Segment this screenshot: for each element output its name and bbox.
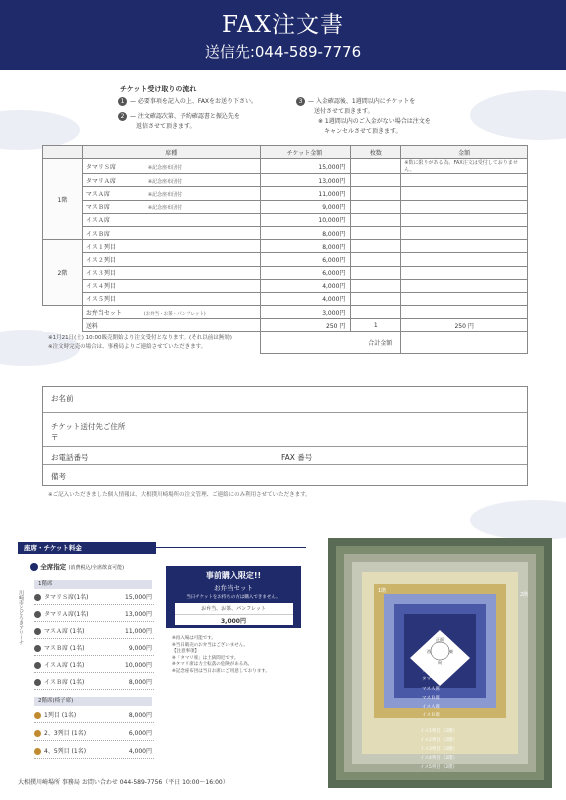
table-header-row <box>43 146 528 159</box>
total-label: 合計金額 <box>260 332 401 354</box>
circle-icon <box>30 563 38 571</box>
table-row <box>43 240 528 253</box>
amount-note: ※数に限りがある為、FAX注文は受付しておりません。 <box>401 159 528 174</box>
qty-field[interactable] <box>351 253 401 266</box>
name-row[interactable] <box>43 387 527 413</box>
all-seat-note: (消費税込/全席飲食可能) <box>68 565 125 571</box>
floor-2-label: 2階 <box>43 240 83 306</box>
step-number: 3 <box>296 97 305 106</box>
header-banner <box>0 0 566 70</box>
seat-cell: イス４列目 <box>82 279 260 292</box>
qty-field[interactable] <box>351 279 401 292</box>
table-row <box>43 319 528 332</box>
seating-map <box>328 538 552 788</box>
price-cell: 3,000円 <box>260 306 351 319</box>
flow-step-3: 3 — 入金確認後、1週間以内にチケットを 送付させて頂きます。 ※ 1週間以内のご入金がない場合は注文を キャンセルさせて頂きます。 <box>296 97 431 137</box>
price-cell: 15,000円 <box>260 159 351 174</box>
header-floor <box>43 146 83 159</box>
bento-note: 当日チケットをお持ちの方は購入できません。 <box>186 595 281 600</box>
qty-field[interactable] <box>351 240 401 253</box>
price-cell: 8,000円 <box>260 240 351 253</box>
order-note: ※注文時完売の場合は、事務局よりご連絡させていただきます。 <box>48 344 207 350</box>
flow-step-1: 1 — 必要事項を記入の上、FAXをお送り下さい。 <box>118 97 257 107</box>
footer-contact: 大相撲川崎場所 事務局 お問い合わせ 044-589-7756（平日 10:00〜16:00） <box>18 779 229 786</box>
seat-cell: マスＡ席 ※記念座布団付 <box>82 187 260 200</box>
step-text: 送付させて頂きます。 <box>314 108 374 115</box>
map-label-floor1: 1階 <box>378 588 387 594</box>
price-cell: 11,000円 <box>260 187 351 200</box>
seat-cell: イスＢ席 <box>82 226 260 239</box>
price-cell: 4,000円 <box>260 279 351 292</box>
map-label-floor2: 2階 <box>520 592 529 598</box>
amount-field[interactable] <box>401 213 528 226</box>
qty-cell: 1 <box>351 319 401 332</box>
seat-cell: イス３列目 <box>82 266 260 279</box>
seat-cell: イス５列目 <box>82 292 260 305</box>
address-label: チケット送付先ご住所 <box>51 422 126 431</box>
header-amount: 金額 <box>401 146 528 159</box>
map-row-label: イス5列目（2階） <box>420 765 458 770</box>
amount-field[interactable] <box>401 240 528 253</box>
table-row <box>43 253 528 266</box>
map-row-label: マスＡ席 <box>422 687 440 692</box>
price-row: イスＡ席 (1名) 10,000円 <box>34 658 154 673</box>
bento-detail <box>175 603 293 625</box>
map-label-back: 向 <box>438 660 442 665</box>
empty-cell <box>43 319 83 332</box>
flow-note: ※ 1週間以内のご入金がない場合は注文を <box>318 118 431 125</box>
seat-cell: イス２列目 <box>82 253 260 266</box>
table-row <box>43 226 528 239</box>
remarks-label: 備考 <box>51 472 66 481</box>
step-text: 入金確認後、1週間以内にチケットを <box>315 98 416 105</box>
section-title: 座席・チケット料金 <box>18 542 156 554</box>
bento-promo <box>166 566 301 628</box>
table-row <box>43 306 528 319</box>
seat-cell: お弁当セット (お弁当・お茶・パンフレット) <box>82 306 260 319</box>
step-number: 1 <box>118 97 127 106</box>
qty-field[interactable] <box>351 174 401 187</box>
fax-number: 送信先:044-589-7776 <box>204 43 362 61</box>
remarks-list <box>172 636 308 675</box>
map-label-east: 東 <box>449 649 453 654</box>
decor-wave <box>470 500 566 540</box>
price-row: タマリＳ席(1名) 15,000円 <box>34 590 154 605</box>
amount-field[interactable] <box>401 279 528 292</box>
step-text: 注文確認次第、予約確認書と振込先を <box>137 113 240 120</box>
seat-cell: タマリＡ席 ※記念座布団付 <box>82 174 260 187</box>
amount-field[interactable] <box>401 266 528 279</box>
all-seat-label: 全席指定 <box>40 563 67 571</box>
qty-field[interactable] <box>351 213 401 226</box>
table-row <box>43 187 528 200</box>
seat-cell: イス１列目 <box>82 240 260 253</box>
header-seat: 席種 <box>82 146 260 159</box>
qty-field[interactable] <box>351 266 401 279</box>
price-cell: 4,000円 <box>260 292 351 305</box>
decor-wave <box>0 110 80 150</box>
remark-line: ※タマリ席は力士転落の危険がある為、 <box>172 662 253 667</box>
bento-title: 事前購入限定!! <box>205 571 262 580</box>
bento-price: 3,000円 <box>175 614 293 625</box>
map-row-label: タマリＡ席 <box>422 677 445 682</box>
amount-field[interactable] <box>401 174 528 187</box>
venue-label: 川崎市とどろきアリーナ <box>18 590 24 645</box>
privacy-note: ※ご記入いただきました個人情報は、大相撲川崎場所の注文管理、ご連絡にのみ利用させていただきます。 <box>48 492 311 498</box>
amount-field[interactable] <box>401 200 528 213</box>
map-row-label: イス3列目（2階） <box>420 747 458 752</box>
table-row <box>43 213 528 226</box>
seat-cell: マスＢ席 ※記念座布団付 <box>82 200 260 213</box>
phone-row[interactable] <box>43 447 527 465</box>
qty-field[interactable] <box>351 200 401 213</box>
seat-cell: 送料 <box>82 319 260 332</box>
map-row-label: タマリＳ席 <box>422 669 445 674</box>
price-row: イスＢ席 (1名) 8,000円 <box>34 675 154 690</box>
table-row <box>43 159 528 174</box>
map-label-front: 正面 <box>436 637 444 642</box>
seat-cell: タマリＳ席 ※記念座布団付 <box>82 159 260 174</box>
order-table <box>42 145 528 354</box>
floor-1-label: 1階 <box>43 159 83 240</box>
step-text: 返信させて頂きます。 <box>136 123 196 130</box>
remark-line: 【注意事項】 <box>172 649 199 654</box>
amount-field[interactable] <box>401 253 528 266</box>
remark-line: ※再入場は可能です。 <box>172 636 216 641</box>
amount-field[interactable] <box>401 292 528 305</box>
map-row-label: イス1列目（2階） <box>420 729 458 734</box>
flow-title: チケット受け取りの流れ <box>120 85 197 93</box>
total-field[interactable] <box>401 332 528 354</box>
bento-subtitle: お弁当セット <box>214 584 253 592</box>
price-cell: 13,000円 <box>260 174 351 187</box>
page-title: FAX注文書 <box>222 12 344 38</box>
decor-wave <box>470 90 566 140</box>
remark-line: ※「タマリ席」は土俵間近です。 <box>172 655 239 661</box>
header-qty: 枚数 <box>351 146 401 159</box>
price-row: タマリＡ席(1名) 13,000円 <box>34 607 154 622</box>
phone-label: お電話番号 <box>51 453 89 462</box>
empty-cell <box>43 306 83 319</box>
postal-mark: 〒 <box>51 433 59 442</box>
qty-field[interactable] <box>351 226 401 239</box>
order-notes <box>48 334 232 352</box>
remarks-row[interactable] <box>43 465 527 486</box>
qty-field[interactable] <box>351 306 401 319</box>
step-text: 必要事項を記入の上、FAXをお送り下さい。 <box>137 98 258 105</box>
table-row <box>43 279 528 292</box>
amount-cell: 250 円 <box>401 319 528 332</box>
header-price: チケット金額 <box>260 146 351 159</box>
amount-field[interactable] <box>401 226 528 239</box>
price-cell: 9,000円 <box>260 200 351 213</box>
table-row <box>43 174 528 187</box>
all-seat-title <box>30 562 124 571</box>
table-row <box>43 200 528 213</box>
section-divider <box>156 547 306 548</box>
floor-2-bar: 2階席(椅子席) <box>34 697 152 706</box>
qty-field[interactable] <box>351 292 401 305</box>
name-label: お名前 <box>51 394 74 403</box>
seat-cell: イスＡ席 <box>82 213 260 226</box>
map-row-label: イス2列目（2階） <box>420 738 458 743</box>
step-number: 2 <box>118 112 127 121</box>
floor-1-bar: 1階席 <box>34 580 152 589</box>
flow-step-2: 2 — 注文確認次第、予約確認書と振込先を 返信させて頂きます。 <box>118 112 240 132</box>
remark-line: ※当日販売のお弁当はございません。 <box>172 642 249 648</box>
order-note: ※1月21日(土) 10:00販売開始より注文受付となります。(それ以前は無効) <box>48 335 232 341</box>
remark-line: ※記念座布団は当日お席にご用意しております。 <box>172 668 270 674</box>
table-row <box>43 292 528 305</box>
qty-field[interactable] <box>351 187 401 200</box>
price-cell: 8,000円 <box>260 226 351 239</box>
flow-note: キャンセルさせて頂きます。 <box>324 128 402 135</box>
table-row <box>43 266 528 279</box>
map-row-label: マスＢ席 <box>422 696 440 701</box>
qty-field[interactable] <box>351 159 401 174</box>
price-row: マスＢ席 (1名) 9,000円 <box>34 641 154 656</box>
price-row: 4、5列目 (1名) 4,000円 <box>34 744 154 759</box>
map-label-west: 西 <box>427 649 431 654</box>
price-cell: 6,000円 <box>260 266 351 279</box>
price-row: 1列目 (1名) 8,000円 <box>34 708 154 723</box>
price-cell: 10,000円 <box>260 213 351 226</box>
map-row-label: イス4列目（2階） <box>420 756 458 761</box>
customer-info-form <box>42 386 528 486</box>
map-row-label: イスＡ席 <box>422 705 440 710</box>
fax-label: FAX 番号 <box>281 453 313 462</box>
price-cell: 6,000円 <box>260 253 351 266</box>
price-row: 2、3列目 (1名) 6,000円 <box>34 726 154 741</box>
price-cell: 250 円 <box>260 319 351 332</box>
address-row[interactable] <box>43 413 527 447</box>
amount-field[interactable] <box>401 306 528 319</box>
map-row-label: イスＢ席 <box>422 713 440 718</box>
bento-items: お弁当、お茶、パンフレット <box>201 606 266 612</box>
amount-field[interactable] <box>401 187 528 200</box>
dohyo-ring <box>431 642 449 660</box>
price-row: マスＡ席 (1名) 11,000円 <box>34 624 154 639</box>
